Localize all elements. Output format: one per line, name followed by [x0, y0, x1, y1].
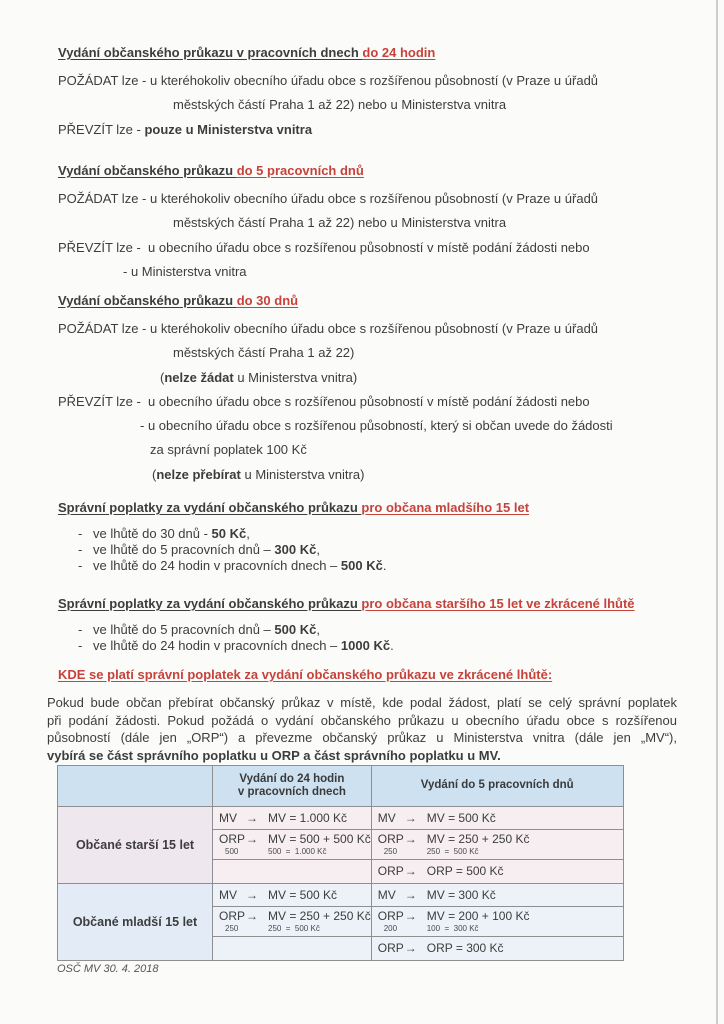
text-segment: POŽÁDAT lze - u kteréhokoliv obecního úřadu obce s rozšířenou působností (v Praze u úřadů — [58, 191, 599, 206]
section-heading — [58, 667, 677, 682]
table-corner-cell — [58, 766, 213, 807]
bullet-line — [78, 542, 529, 558]
text-line — [150, 442, 613, 457]
text-line — [173, 215, 598, 230]
text-segment: ve lhůtě do 24 hodin v pracovních dnech – — [93, 638, 341, 653]
fee-from: MV — [377, 810, 396, 825]
right-arrow-icon: → — [246, 887, 258, 902]
fee-from: ORP — [377, 864, 404, 878]
table-row — [58, 807, 624, 830]
text-segment: 50 Kč — [211, 526, 247, 541]
text-segment: u Ministerstva vnitra) — [233, 369, 358, 385]
text-segment: nelze žádat — [164, 369, 234, 385]
paragraph-line — [47, 747, 677, 765]
right-arrow-icon: → — [404, 864, 417, 878]
fee-result: ORP = 500 Kč — [426, 864, 504, 878]
text-line — [58, 240, 598, 255]
right-arrow-icon: → — [246, 832, 258, 846]
fee-cell — [213, 830, 372, 860]
row-group-label: Občané mladší 15 let — [58, 884, 213, 961]
text-segment: pro občana mladšího 15 let — [361, 500, 530, 515]
column-header-cell — [213, 766, 372, 807]
fee-result: MV = 500 + 500 Kč — [268, 832, 371, 846]
text-segment: ( — [160, 369, 165, 385]
fees-table-body — [58, 807, 624, 961]
fee-formula — [213, 889, 371, 902]
text-segment: , — [246, 526, 250, 541]
fee-cell — [213, 860, 372, 884]
row-group-label: Občané starší 15 let — [58, 807, 213, 884]
fee-result: MV = 250 + 250 Kč — [426, 832, 530, 846]
fee-breakdown-right: 100 = 300 Kč — [426, 924, 479, 933]
fee-result: MV = 200 + 100 Kč — [426, 909, 530, 923]
section-s3 — [58, 293, 613, 491]
fee-breakdown-right: 500 = 1.000 Kč — [268, 847, 327, 856]
right-arrow-icon: → — [404, 832, 417, 846]
right-arrow-icon: → — [404, 887, 417, 902]
paragraph-line — [47, 729, 677, 747]
fee-breakdown — [213, 924, 371, 933]
fee-result: MV = 300 Kč — [426, 887, 496, 902]
section-heading — [58, 500, 529, 515]
text-segment: ve lhůtě do 5 pracovních dnů – — [93, 542, 275, 557]
text-segment: městských částí Praha 1 až 22) — [173, 345, 355, 361]
fee-breakdown-left: 250 — [383, 847, 398, 856]
text-segment: Vydání občanského průkazu v pracovních dnech — [58, 45, 363, 60]
text-line — [123, 264, 598, 279]
text-segment: , — [316, 622, 320, 637]
fee-cell — [371, 807, 623, 830]
text-segment: městských částí Praha 1 až 22) nebo u Ministerstva vnitra — [173, 215, 507, 231]
text-segment: PŘEVZÍT lze - u obecního úřadu obce s rozšířenou působností v místě podání žádosti nebo — [58, 393, 590, 409]
fee-formula — [372, 865, 623, 878]
bullet-dash: - — [78, 526, 83, 541]
fee-result: MV = 250 + 250 Kč — [268, 909, 371, 923]
bullet-line — [78, 526, 529, 542]
fees-table-wrap — [57, 765, 624, 961]
bullet-dash: - — [78, 622, 83, 637]
fee-from: ORP — [377, 941, 404, 955]
text-segment: 500 Kč — [274, 622, 317, 637]
right-arrow-icon: → — [404, 941, 417, 955]
section-heading — [58, 596, 635, 611]
fee-from: MV — [219, 810, 237, 825]
right-arrow-icon: → — [246, 909, 258, 923]
fee-breakdown-left: 250 — [225, 924, 239, 933]
fee-cell — [213, 907, 372, 937]
text-segment: , — [316, 542, 320, 557]
fee-formula — [372, 833, 623, 846]
column-header-cell — [371, 766, 623, 807]
scan-edge-shadow — [716, 0, 718, 1024]
fee-formula — [372, 942, 623, 955]
fee-cell — [213, 807, 372, 830]
right-arrow-icon: → — [404, 909, 417, 923]
bullet-line — [78, 558, 529, 574]
text-line — [173, 97, 598, 112]
fee-result: MV = 500 Kč — [268, 887, 338, 902]
fee-formula — [213, 833, 371, 846]
fee-breakdown — [213, 847, 371, 856]
fee-formula — [372, 910, 623, 923]
fee-breakdown-right: 250 = 500 Kč — [268, 924, 320, 933]
text-segment: . — [382, 558, 387, 573]
table-row — [58, 884, 624, 907]
fee-cell — [371, 884, 623, 907]
text-segment: Vydání občanského průkazu — [58, 293, 237, 308]
header-line: Vydání do 24 hodin — [239, 772, 345, 785]
section-heading — [58, 293, 613, 308]
fee-cell — [371, 860, 623, 884]
section-s1 — [58, 45, 598, 146]
text-line — [58, 394, 613, 409]
fee-breakdown — [372, 847, 623, 856]
fee-from: ORP — [219, 909, 246, 923]
header-line: Vydání do 5 pracovních dnů — [420, 779, 574, 792]
text-segment: působností (dále jen „ORP“) a převezme občanský průkaz u Ministerstva vnitra (dále jen „MV“), — [47, 730, 677, 746]
text-segment: pouze u Ministerstva vnitra — [144, 121, 313, 137]
text-segment: Správní poplatky za vydání občanského průkazu — [58, 596, 362, 611]
bullet-line — [78, 622, 635, 638]
paragraph-line — [47, 694, 677, 712]
fee-result: MV = 500 Kč — [426, 810, 496, 825]
bullet-dash: - — [78, 542, 83, 557]
fee-cell — [213, 884, 372, 907]
fee-from: MV — [219, 887, 237, 902]
text-segment: při podání žádosti. Pokud požádá o vydání občanského průkazu u obecního úřadu obce s rozšířenou — [47, 712, 677, 728]
text-segment: do 24 hodin — [362, 45, 436, 60]
fee-cell — [371, 830, 623, 860]
text-segment: u Ministerstva vnitra) — [240, 466, 365, 482]
right-arrow-icon: → — [246, 810, 258, 825]
section-s2 — [58, 163, 598, 288]
fee-result: MV = 1.000 Kč — [268, 810, 348, 825]
fee-formula — [213, 812, 371, 825]
text-line — [140, 418, 613, 433]
text-segment: 300 Kč — [274, 542, 317, 557]
fee-formula — [372, 812, 623, 825]
fee-breakdown-left: 200 — [383, 924, 398, 933]
fee-from: MV — [377, 887, 396, 902]
text-line — [58, 321, 613, 336]
fee-from: ORP — [377, 909, 404, 923]
fee-from: ORP — [219, 832, 246, 846]
section-heading — [58, 45, 598, 60]
fee-cell — [371, 937, 623, 961]
text-segment: - u obecního úřadu obce s rozšířenou působností, který si občan uvede do žádosti — [140, 418, 613, 434]
footer-note: OSČ MV 30. 4. 2018 — [57, 963, 159, 975]
text-line — [173, 345, 613, 360]
text-line — [58, 122, 598, 137]
section-s6 — [47, 667, 677, 764]
text-line — [152, 467, 613, 482]
paragraph-line — [47, 712, 677, 730]
text-line — [160, 370, 613, 385]
fee-breakdown-left: 500 — [225, 847, 239, 856]
text-segment: Správní poplatky za vydání občanského průkazu — [58, 500, 362, 515]
text-line — [58, 73, 598, 88]
text-segment: ve lhůtě do 5 pracovních dnů – — [93, 622, 275, 637]
text-segment: POŽÁDAT lze - u kteréhokoliv obecního úřadu obce s rozšířenou působností (v Praze u úřadů — [58, 321, 599, 336]
text-segment: Vydání občanského průkazu — [58, 163, 237, 178]
text-segment: 1000 Kč — [340, 638, 391, 653]
text-segment: vybírá se část správního poplatku u ORP a část správního poplatku u MV. — [47, 747, 501, 763]
section-s5 — [58, 596, 635, 654]
fee-formula — [372, 889, 623, 902]
right-arrow-icon: → — [404, 810, 417, 825]
fee-from: ORP — [377, 832, 404, 846]
text-segment: KDE se platí správní poplatek za vydání občanského průkazu ve zkrácené lhůtě: — [58, 667, 553, 682]
fee-breakdown-right: 250 = 500 Kč — [426, 847, 479, 856]
fees-table-head — [58, 766, 624, 807]
text-segment: POŽÁDAT lze - u kteréhokoliv obecního úřadu obce s rozšířenou působností (v Praze u úřadů — [58, 73, 599, 88]
text-segment: PŘEVZÍT lze - u obecního úřadu obce s rozšířenou působností v místě podání žádosti nebo — [58, 239, 590, 255]
fee-result: ORP = 300 Kč — [426, 941, 504, 955]
bullet-dash: - — [78, 558, 83, 573]
section-s4 — [58, 500, 529, 574]
text-segment: ve lhůtě do 30 dnů - — [93, 526, 212, 541]
text-segment: ( — [152, 466, 157, 482]
bullet-line — [78, 638, 635, 654]
text-segment: . — [390, 638, 394, 653]
fees-table — [57, 765, 624, 961]
text-segment: nelze přebírat — [156, 466, 241, 482]
text-segment: PŘEVZÍT lze - — [58, 121, 145, 137]
fee-cell — [371, 907, 623, 937]
text-segment: Pokud bude občan přebírat občanský průkaz v místě, kde podal žádost, platí se celý správní poplatek — [47, 695, 677, 710]
text-segment: městských částí Praha 1 až 22) nebo u Ministerstva vnitra — [173, 97, 507, 113]
bullet-dash: - — [78, 638, 83, 653]
text-segment: pro občana staršího 15 let ve zkrácené lhůtě — [361, 596, 635, 611]
text-segment: do 5 pracovních dnů — [236, 163, 364, 178]
text-segment: za správní poplatek 100 Kč — [150, 442, 307, 458]
fee-breakdown — [372, 924, 623, 933]
section-heading — [58, 163, 598, 178]
text-segment: - u Ministerstva vnitra — [123, 263, 247, 279]
header-line: v pracovních dnech — [237, 786, 346, 798]
text-segment: do 30 dnů — [236, 293, 299, 308]
header-row — [58, 766, 624, 807]
fee-cell — [213, 937, 372, 961]
text-segment: 500 Kč — [340, 558, 383, 573]
text-segment: ve lhůtě do 24 hodin v pracovních dnech – — [93, 558, 341, 573]
fee-formula — [213, 910, 371, 923]
text-line — [58, 191, 598, 206]
